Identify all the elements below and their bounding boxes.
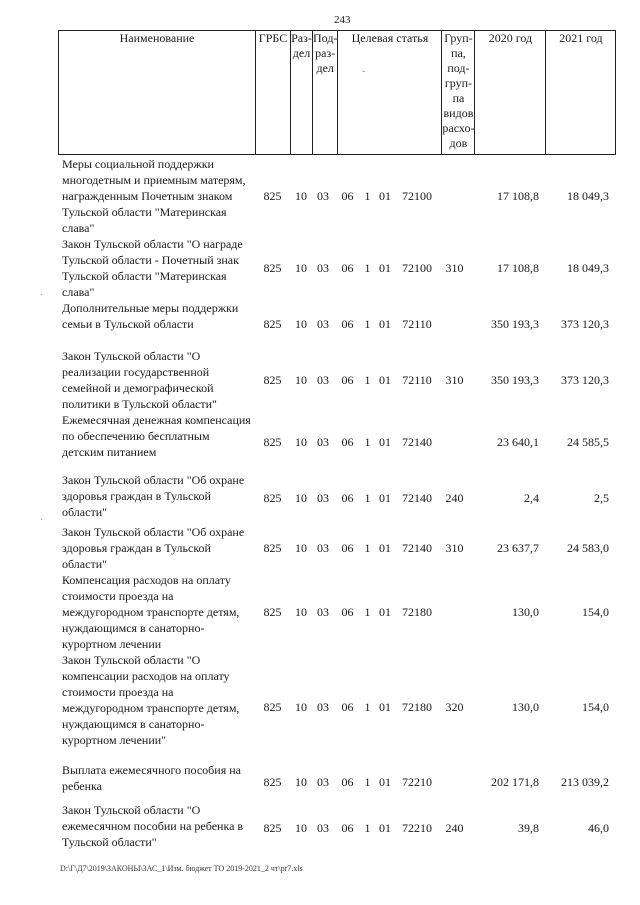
row-name: Закон Тульской области "О ежемесячном пособии на ребенка в Тульской области" (62, 803, 244, 849)
row-target-program: 06 (341, 700, 354, 714)
row-grbs: 825 (263, 373, 282, 387)
row-target-event: 01 (379, 189, 391, 203)
row-amount-2021: 154,0 (582, 605, 609, 619)
row-razdel: 10 (295, 775, 307, 789)
row-target-subprogram: 1 (364, 541, 371, 555)
row-target-program: 06 (341, 435, 354, 449)
row-razdel: 10 (295, 541, 307, 555)
row-amount-2020: 17 108,8 (497, 189, 539, 203)
row-target-program: 06 (341, 189, 354, 203)
header-grbs: ГРБС (256, 31, 291, 155)
row-grbs: 825 (263, 700, 282, 714)
row-amount-2020: 130,0 (512, 700, 539, 714)
row-name: Закон Тульской области "О награде Тульской области - Почетный знак Тульской области "Материнская слава" (62, 237, 243, 299)
header-razdel: Раз- дел (291, 31, 313, 155)
row-group (438, 156, 471, 236)
page-number: 243 (334, 14, 351, 26)
row-group (438, 412, 471, 472)
row-target-subprogram: 1 (364, 605, 371, 619)
row-amount-2021: 2,5 (594, 491, 609, 505)
row-target-program: 06 (341, 821, 354, 835)
row-target-code: 72210 (402, 775, 432, 789)
header-target: Целевая статья (338, 31, 442, 155)
row-name: Выплата ежемесячного пособия на ребенка (62, 763, 241, 793)
row-target-event: 01 (379, 261, 391, 275)
row-razdel: 10 (295, 435, 307, 449)
row-target-code: 72100 (402, 261, 432, 275)
row-razdel: 10 (295, 605, 307, 619)
row-podrazdel: 03 (317, 435, 329, 449)
row-grbs: 825 (263, 261, 282, 275)
row-target-subprogram: 1 (364, 317, 371, 331)
row-grbs: 825 (263, 821, 282, 835)
row-target-event: 01 (379, 373, 391, 387)
row-grbs: 825 (263, 541, 282, 555)
scan-speck: · (40, 290, 44, 301)
row-podrazdel: 03 (317, 700, 329, 714)
row-group (438, 300, 471, 348)
row-target-code: 72210 (402, 821, 432, 835)
row-name: Компенсация расходов на оплату стоимости проезда на междугородном транспорте детям, нуждающимся в санаторно-курортном лечении (62, 573, 240, 651)
row-podrazdel: 03 (317, 189, 329, 203)
row-amount-2020: 350 193,3 (491, 373, 539, 387)
row-name: Закон Тульской области "О компенсации расходов на оплату стоимости проезда на междугородном транспорте детям, нуждающимся в санаторно-курортном лечении" (62, 653, 240, 747)
row-group: 320 (445, 700, 464, 714)
row-grbs: 825 (263, 317, 282, 331)
row-grbs: 825 (263, 189, 282, 203)
row-target-program: 06 (341, 261, 354, 275)
row-target-program: 06 (341, 541, 354, 555)
row-razdel: 10 (295, 373, 307, 387)
row-name: Закон Тульской области "Об охране здоровья граждан в Тульской области" (62, 525, 245, 571)
row-razdel: 10 (295, 491, 307, 505)
table-row (58, 236, 612, 300)
row-grbs: 825 (263, 605, 282, 619)
row-amount-2021: 154,0 (582, 700, 609, 714)
row-podrazdel: 03 (317, 491, 329, 505)
row-target-code: 72180 (402, 605, 432, 619)
row-amount-2020: 130,0 (512, 605, 539, 619)
row-amount-2020: 23 637,7 (497, 541, 539, 555)
row-podrazdel: 03 (317, 541, 329, 555)
row-grbs: 825 (263, 435, 282, 449)
row-target-program: 06 (341, 775, 354, 789)
row-name: Дополнительные меры поддержки семьи в Тульской области (62, 301, 239, 331)
row-podrazdel: 03 (317, 373, 329, 387)
row-grbs: 825 (263, 775, 282, 789)
row-name: Закон Тульской области "О реализации государственной семейной и демографической политики в Тульской области" (62, 349, 217, 411)
row-target-subprogram: 1 (364, 491, 371, 505)
row-target-event: 01 (379, 775, 391, 789)
row-target-event: 01 (379, 491, 391, 505)
row-target-program: 06 (341, 373, 354, 387)
row-group (438, 762, 471, 802)
row-podrazdel: 03 (317, 775, 329, 789)
row-razdel: 10 (295, 700, 307, 714)
row-name: Ежемесячная денежная компенсация по обеспечению бесплатным детским питанием (62, 413, 251, 459)
header-name: Наименование (59, 31, 256, 155)
table-row (58, 412, 612, 472)
row-amount-2021: 24 585,5 (567, 435, 609, 449)
table-row (58, 472, 612, 524)
row-target-event: 01 (379, 700, 391, 714)
row-name: Меры социальной поддержки многодетным и приемным матерям, награжденным Почетным знаком Тульской области "Материнская слава" (62, 157, 246, 235)
row-group (438, 572, 471, 652)
row-name: Закон Тульской области "Об охране здоровья граждан в Тульской области" (62, 473, 245, 519)
table-row (58, 156, 612, 236)
row-amount-2020: 39,8 (518, 821, 539, 835)
row-amount-2021: 213 039,2 (561, 775, 609, 789)
row-razdel: 10 (295, 821, 307, 835)
header-year-2021: 2021 год (546, 31, 616, 155)
row-podrazdel: 03 (317, 261, 329, 275)
row-target-event: 01 (379, 605, 391, 619)
row-grbs: 825 (263, 491, 282, 505)
row-amount-2021: 46,0 (588, 821, 609, 835)
row-target-program: 06 (341, 317, 354, 331)
row-target-code: 72140 (402, 491, 432, 505)
row-podrazdel: 03 (317, 821, 329, 835)
row-target-subprogram: 1 (364, 261, 371, 275)
header-podrazdel: Под- раз- дел (313, 31, 338, 155)
row-razdel: 10 (295, 317, 307, 331)
table-row (58, 652, 612, 762)
row-group: 310 (445, 541, 464, 555)
row-amount-2020: 350 193,3 (491, 317, 539, 331)
row-amount-2021: 24 583,0 (567, 541, 609, 555)
row-podrazdel: 03 (317, 605, 329, 619)
table-row (58, 348, 612, 412)
row-amount-2020: 17 108,8 (497, 261, 539, 275)
table-header (58, 30, 616, 155)
row-target-code: 72140 (402, 435, 432, 449)
row-target-subprogram: 1 (364, 821, 371, 835)
row-target-event: 01 (379, 435, 391, 449)
row-razdel: 10 (295, 189, 307, 203)
row-amount-2021: 373 120,3 (561, 317, 609, 331)
row-amount-2021: 373 120,3 (561, 373, 609, 387)
row-target-subprogram: 1 (364, 775, 371, 789)
scan-speck: ˇ (362, 70, 366, 81)
row-target-program: 06 (341, 605, 354, 619)
header-year-2020: 2020 год (475, 31, 546, 155)
row-target-code: 72180 (402, 700, 432, 714)
row-target-code: 72110 (402, 373, 432, 387)
row-amount-2020: 23 640,1 (497, 435, 539, 449)
row-target-program: 06 (341, 491, 354, 505)
row-target-subprogram: 1 (364, 189, 371, 203)
row-group: 240 (445, 491, 464, 505)
row-target-subprogram: 1 (364, 373, 371, 387)
file-path-footer: D:\Г\Д7\2019\ЗАКОНЫ\ЗАС_1\Изм. бюджет ТО 2019-2021_2 чт\pr7.xls (60, 864, 303, 873)
row-target-event: 01 (379, 541, 391, 555)
row-amount-2021: 18 049,3 (567, 261, 609, 275)
table-row (58, 572, 612, 652)
row-amount-2020: 202 171,8 (491, 775, 539, 789)
scan-speck: · (40, 515, 44, 526)
row-razdel: 10 (295, 261, 307, 275)
table-row (58, 300, 612, 348)
row-target-code: 72110 (402, 317, 432, 331)
row-target-code: 72100 (402, 189, 432, 203)
row-target-code: 72140 (402, 541, 432, 555)
budget-table-body (58, 156, 612, 854)
row-target-event: 01 (379, 317, 391, 331)
table-row (58, 524, 612, 572)
row-podrazdel: 03 (317, 317, 329, 331)
table-row (58, 802, 612, 854)
row-group: 310 (445, 373, 464, 387)
row-group: 310 (445, 261, 464, 275)
row-target-subprogram: 1 (364, 700, 371, 714)
header-group: Груп- па, под- груп- па видов расхо- дов (442, 31, 475, 155)
row-target-subprogram: 1 (364, 435, 371, 449)
row-amount-2020: 2,4 (524, 491, 539, 505)
row-amount-2021: 18 049,3 (567, 189, 609, 203)
row-group: 240 (445, 821, 464, 835)
row-target-event: 01 (379, 821, 391, 835)
table-row (58, 762, 612, 802)
